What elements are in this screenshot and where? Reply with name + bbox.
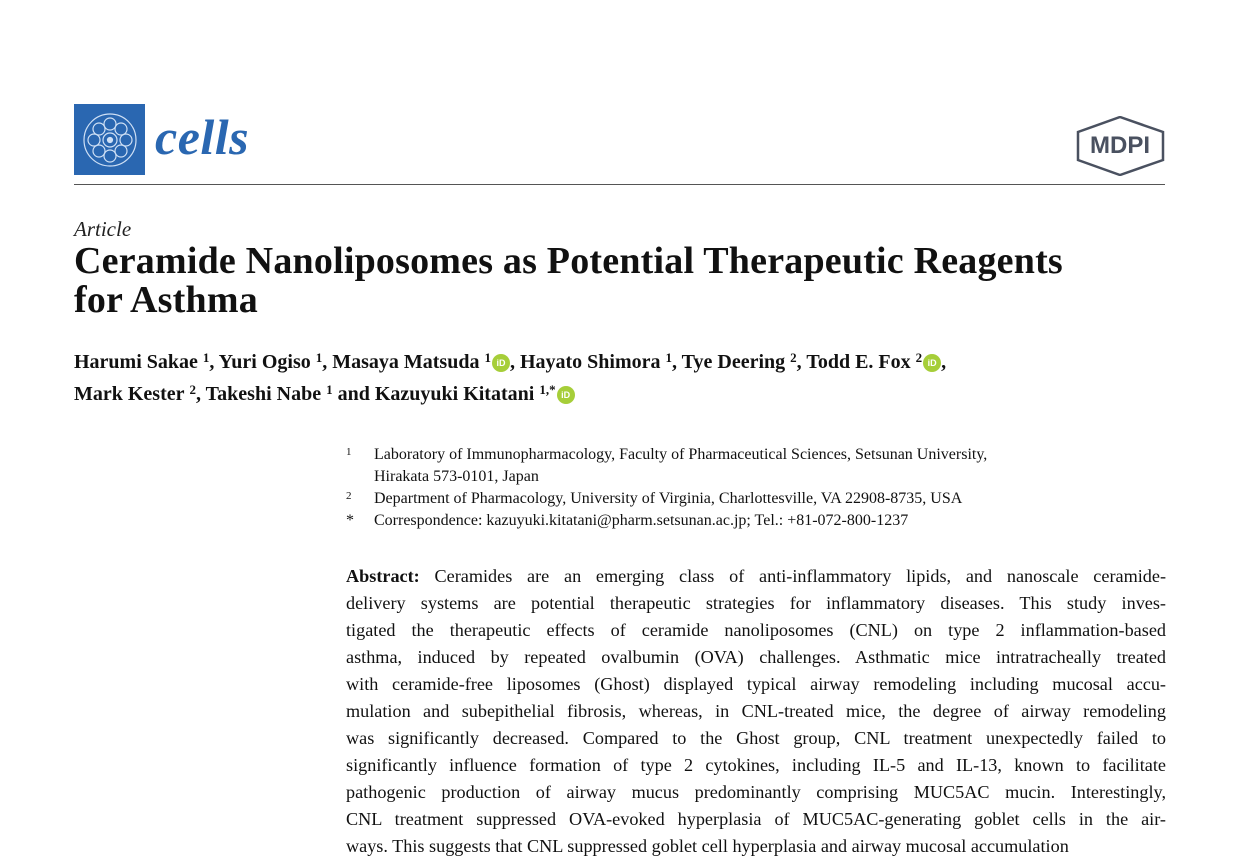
author-name[interactable]: Masaya Matsuda bbox=[332, 351, 480, 373]
journal-logo bbox=[74, 104, 145, 175]
abstract-line: ways. This suggests that CNL suppressed goblet cell hyperplasia and airway mucosal accumulation bbox=[346, 836, 1069, 856]
affiliation-text: Laboratory of Immunopharmacology, Faculty of Pharmaceutical Sciences, Setsunan University, bbox=[374, 446, 988, 463]
author-name[interactable]: Mark Kester bbox=[74, 383, 185, 405]
affiliation-ref: 2 bbox=[915, 350, 923, 365]
abstract bbox=[346, 563, 1166, 860]
author-line: Mark Kester $^2$, Takeshi Nabe $^1$ and Kazuyuki Kitatani $^{1,*}$ iD bbox=[74, 376, 1174, 408]
author-name[interactable]: Takeshi Nabe bbox=[205, 383, 322, 405]
abstract-line: pathogenic production of airway mucus predominantly comprising MUC5AC mucin. Interestingly, bbox=[346, 782, 1166, 802]
author-name[interactable]: Kazuyuki Kitatani bbox=[374, 383, 535, 405]
affiliation-text: Hirakata 573-0101, Japan bbox=[374, 468, 539, 485]
affiliations bbox=[346, 444, 1106, 532]
abstract-text: Ceramides are an emerging class of anti-inflammatory lipids, and nanoscale ceramide- bbox=[434, 566, 1166, 586]
publisher-name: MDPI bbox=[1090, 132, 1150, 159]
affiliation-item bbox=[346, 510, 1106, 532]
author-name[interactable]: Tye Deering bbox=[681, 351, 786, 373]
publisher-logo bbox=[1076, 116, 1165, 176]
affiliation-item bbox=[346, 444, 1106, 488]
affiliation-mark: 2 bbox=[346, 490, 352, 502]
author-name[interactable]: Hayato Shimora bbox=[519, 351, 661, 373]
title-line: Ceramide Nanoliposomes as Potential Therapeutic Reagents bbox=[74, 240, 1063, 282]
author-list bbox=[74, 344, 1174, 408]
author-name[interactable]: Harumi Sakae bbox=[74, 351, 198, 373]
title-line: for Asthma bbox=[74, 279, 258, 321]
article-type: Article bbox=[74, 217, 132, 241]
affiliation-ref: 1 bbox=[202, 350, 210, 365]
author-connector: and bbox=[337, 383, 370, 405]
abstract-line: with ceramide-free liposomes (Ghost) displayed typical airway remodeling including mucosal accu- bbox=[346, 674, 1166, 694]
orcid-icon[interactable]: iD bbox=[923, 354, 941, 372]
affiliation-mark: 1 bbox=[346, 446, 352, 458]
journal-name: cells bbox=[155, 109, 250, 165]
author-line: Harumi Sakae $^1$, Yuri Ogiso $^1$, Masaya Matsuda $^1$ iD , Hayato Shimora $^1$, Tye Deering $^2$, Todd E. Fox $^2$ iD , bbox=[74, 350, 947, 373]
abstract-line: tigated the therapeutic effects of ceramide nanoliposomes (CNL) on type 2 inflammation-based bbox=[346, 620, 1166, 640]
abstract-line: was significantly decreased. Compared to the Ghost group, CNL treatment unexpectedly failed to bbox=[346, 728, 1166, 748]
abstract-line: delivery systems are potential therapeutic strategies for inflammatory diseases. This study inves- bbox=[346, 593, 1166, 613]
abstract-line: mulation and subepithelial fibrosis, whereas, in CNL-treated mice, the degree of airway remodeling bbox=[346, 701, 1166, 721]
orcid-icon[interactable]: iD bbox=[557, 386, 575, 404]
affiliation-ref: 2 bbox=[790, 350, 797, 365]
abstract-line bbox=[346, 563, 1166, 590]
affiliation-ref: 2 bbox=[189, 382, 197, 397]
abstract-label: Abstract: bbox=[346, 566, 420, 586]
affiliation-item bbox=[346, 488, 1106, 510]
affiliation-ref: 1 bbox=[484, 350, 491, 365]
affiliation-ref: 1 bbox=[665, 350, 673, 365]
author-name[interactable]: Todd E. Fox bbox=[806, 351, 911, 373]
abstract-line: CNL treatment suppressed OVA-evoked hyperplasia of MUC5AC-generating goblet cells in the air- bbox=[346, 809, 1166, 829]
affiliation-ref: 1 bbox=[315, 350, 323, 365]
correspondence-text[interactable]: Correspondence: kazuyuki.kitatani@pharm.setsunan.ac.jp; Tel.: +81-072-800-1237 bbox=[374, 512, 909, 529]
abstract-line: asthma, induced by repeated ovalbumin (OVA) challenges. Asthmatic mice intratracheally treated bbox=[346, 647, 1166, 667]
orcid-icon[interactable]: iD bbox=[492, 354, 510, 372]
abstract-line: significantly influence formation of type 2 cytokines, including IL-5 and IL-13, known to facilitate bbox=[346, 755, 1166, 775]
cell-icon bbox=[80, 110, 140, 170]
affiliation-text: Department of Pharmacology, University of Virginia, Charlottesville, VA 22908-8735, USA bbox=[374, 490, 963, 507]
affiliation-ref: 1,* bbox=[539, 382, 556, 397]
author-name[interactable]: Yuri Ogiso bbox=[218, 351, 311, 373]
affiliation-ref: 1 bbox=[326, 382, 333, 397]
article-title bbox=[74, 242, 1174, 320]
header-divider bbox=[74, 184, 1165, 185]
affiliation-mark: * bbox=[346, 512, 354, 529]
